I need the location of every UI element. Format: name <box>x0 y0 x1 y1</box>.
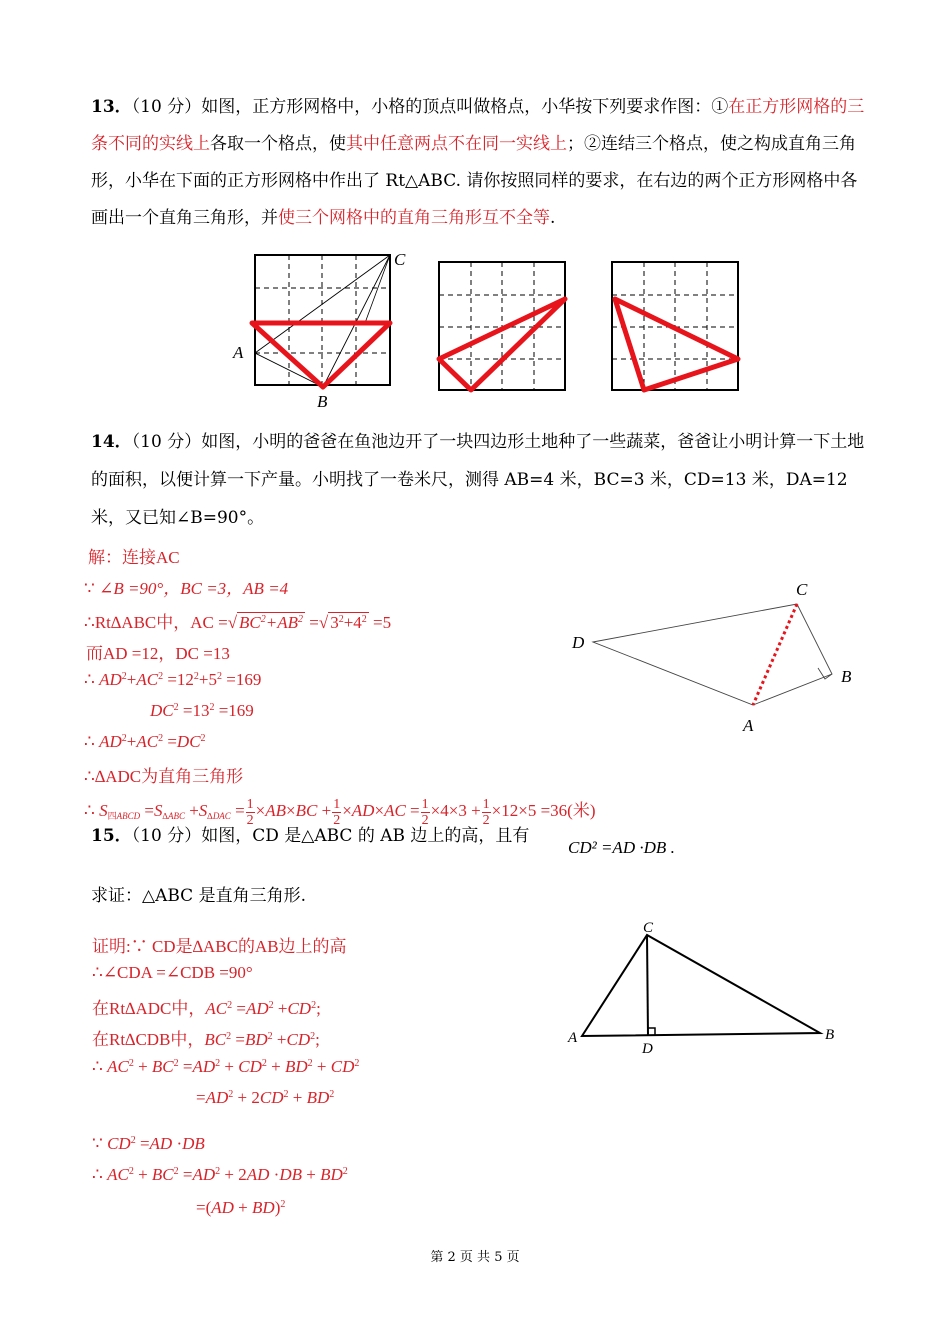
triangle-red-1 <box>252 323 390 387</box>
q15-solution-line-4: 在Rt∆CDB中，$BC^2 =BD^2 +CD^2$; <box>92 1030 320 1049</box>
q14-given-2: AD =12，DC =13 <box>103 644 230 663</box>
label-d: D <box>572 633 585 652</box>
q13-highlight-1: 在正方形网格的三条不同的实线上 <box>91 97 865 154</box>
q15-formula-text: CD² =AD ·DB <box>568 838 667 857</box>
q15-solution-line-2: ∴∠CDA =∠CDB =90° <box>92 963 253 982</box>
label-b: B <box>825 1027 835 1043</box>
q14-solution-line-2: ∵ ∠B =90°，BC =3，AB =4 <box>84 579 289 598</box>
q15-body: 如图，CD 是△ABC 的 AB 边上的高，且有 <box>201 826 530 846</box>
q15-prove: 求证：△ABC 是直角三角形. <box>91 886 306 906</box>
q14-conclusion: ∆ADC为直角三角形 <box>94 767 244 786</box>
label-a: A <box>233 343 244 362</box>
q13-text <box>91 89 866 237</box>
q13-number: 13． <box>91 97 132 117</box>
label-c: C <box>394 250 406 269</box>
q14-text <box>91 423 869 537</box>
label-c: C <box>796 580 808 599</box>
label-a: A <box>743 716 754 735</box>
q14-given: ∠B =90°，BC =3，AB =4 <box>99 579 289 598</box>
q13-highlight-2: 其中任意两点不在同一实线上 <box>346 134 567 154</box>
q14-unit: 米 <box>572 801 590 820</box>
grid-2 <box>439 262 565 390</box>
q15-formula-end: . <box>670 838 675 857</box>
triangle-red-3 <box>615 299 738 390</box>
label-b: B <box>841 667 852 686</box>
q14-solution-line-3: ∴Rt∆ABC中，AC =√ $BC^2+AB^2$ =√ $3^2+4^2 =5$ <box>84 613 392 632</box>
q14-solution-line-4: 而AD =12，DC =13 <box>86 644 230 663</box>
q15-score: （10 分） <box>131 826 202 846</box>
q14-solution-head: 解：连接AC <box>88 548 180 567</box>
q15-rt-adc: 在Rt∆ADC中， <box>92 999 206 1018</box>
q15-number: 15． <box>91 826 132 846</box>
q15-solution-line-7: ∵ $CD^2 =AD \cdot DB$ <box>92 1134 205 1153</box>
q15-text <box>91 818 891 855</box>
grid-1 <box>232 250 406 411</box>
q15-solution-line-1: 证明:∵ CD是∆ABC的AB边上的高 <box>92 937 347 956</box>
q14-solution-line-8: ∴∆ADC为直角三角形 <box>84 767 244 786</box>
q15-formula <box>568 838 675 858</box>
q13-text-1: 如图，正方形网格中，小格的顶点叫做格点，小华按下列要求作图：① <box>201 97 729 117</box>
q14-number: 14． <box>91 432 132 452</box>
q13-text-4: . <box>550 208 556 228</box>
q14-quad-char: 四 <box>107 811 117 821</box>
label-c: C <box>643 920 654 936</box>
q15-solution-line-3: 在Rt∆ADC中，$AC^2 =AD^2 +CD^2$; <box>92 999 321 1018</box>
page-footer: 第 2 页 共 5 页 <box>430 1250 520 1265</box>
q13-highlight-3: 使三个网格中的直角三角形互不全等 <box>278 208 550 228</box>
q14-body: 如图，小明的爸爸在鱼池边开了一块四边形土地种了一些蔬菜，爸爸让小明计算一下土地的面积，以便计算一下产量。小明找了一卷米尺，测得 AB=4 米，BC=3 米，CD=13 米，DA=12 米，又已知∠B=90°。 <box>91 432 865 528</box>
q15-solution-line-6: $=AD^2 + 2CD^2 + BD^2$ <box>196 1088 335 1107</box>
q15-triangle-figure <box>560 915 850 1065</box>
q14-solution-area: ∴ $S_{四ABCD} =S_{\Delta ABC} +S_{\Delta DAC}$ = $\frac{1}{2}$ ×AB×BC + $\frac{1}{2}$ ×AD×AC = $\frac{1}{2}$ ×4×3 + $\frac{1}{2}$ ×12×5 =36(米) <box>84 796 596 828</box>
q15-solution-line-9: =(AD + BD)$^2$ <box>196 1198 286 1217</box>
q15-solution-line-8: ∴ $AC^2 + BC^2 =AD^2 + 2AD \cdot DB + BD^2$ <box>92 1165 348 1184</box>
label-d: D <box>642 1041 653 1057</box>
q14-rt-text: Rt∆ABC中，AC = <box>94 613 228 632</box>
q13-score: （10 分） <box>131 97 202 117</box>
q14-score: （10 分） <box>131 432 202 452</box>
label-a: A <box>568 1030 578 1046</box>
q15-solution-line-5: ∴ $AC^2 + BC^2 =AD^2 + CD^2 + BD^2 + CD^2$ <box>92 1057 360 1076</box>
q14-solution-line-7: ∴ $AD^2+AC^2 =DC^2$ <box>84 732 206 751</box>
q13-grid-figure <box>225 245 750 415</box>
q14-solution-line-5: ∴ $AD^2+AC^2 =12^2+5^2 =169$ <box>84 670 262 689</box>
q14-quadrilateral-figure <box>560 575 860 740</box>
q13-text-2: 各取一个格点，使 <box>210 134 346 154</box>
q14-solution-line-6: $DC^2 =13^2 =169$ <box>150 701 254 720</box>
q15-rt-cdb: 在Rt∆CDB中， <box>92 1030 205 1049</box>
q13-text-3: ；②连结三个格点，使之构成直角三角形，小华在下面的正方形网格中作出了 Rt△ABC. 请你按照同样的要求，在右边的两个正方形网格中各画出一个直角三角形，并 <box>91 134 858 228</box>
grid-3 <box>612 262 738 390</box>
label-b: B <box>317 392 328 411</box>
